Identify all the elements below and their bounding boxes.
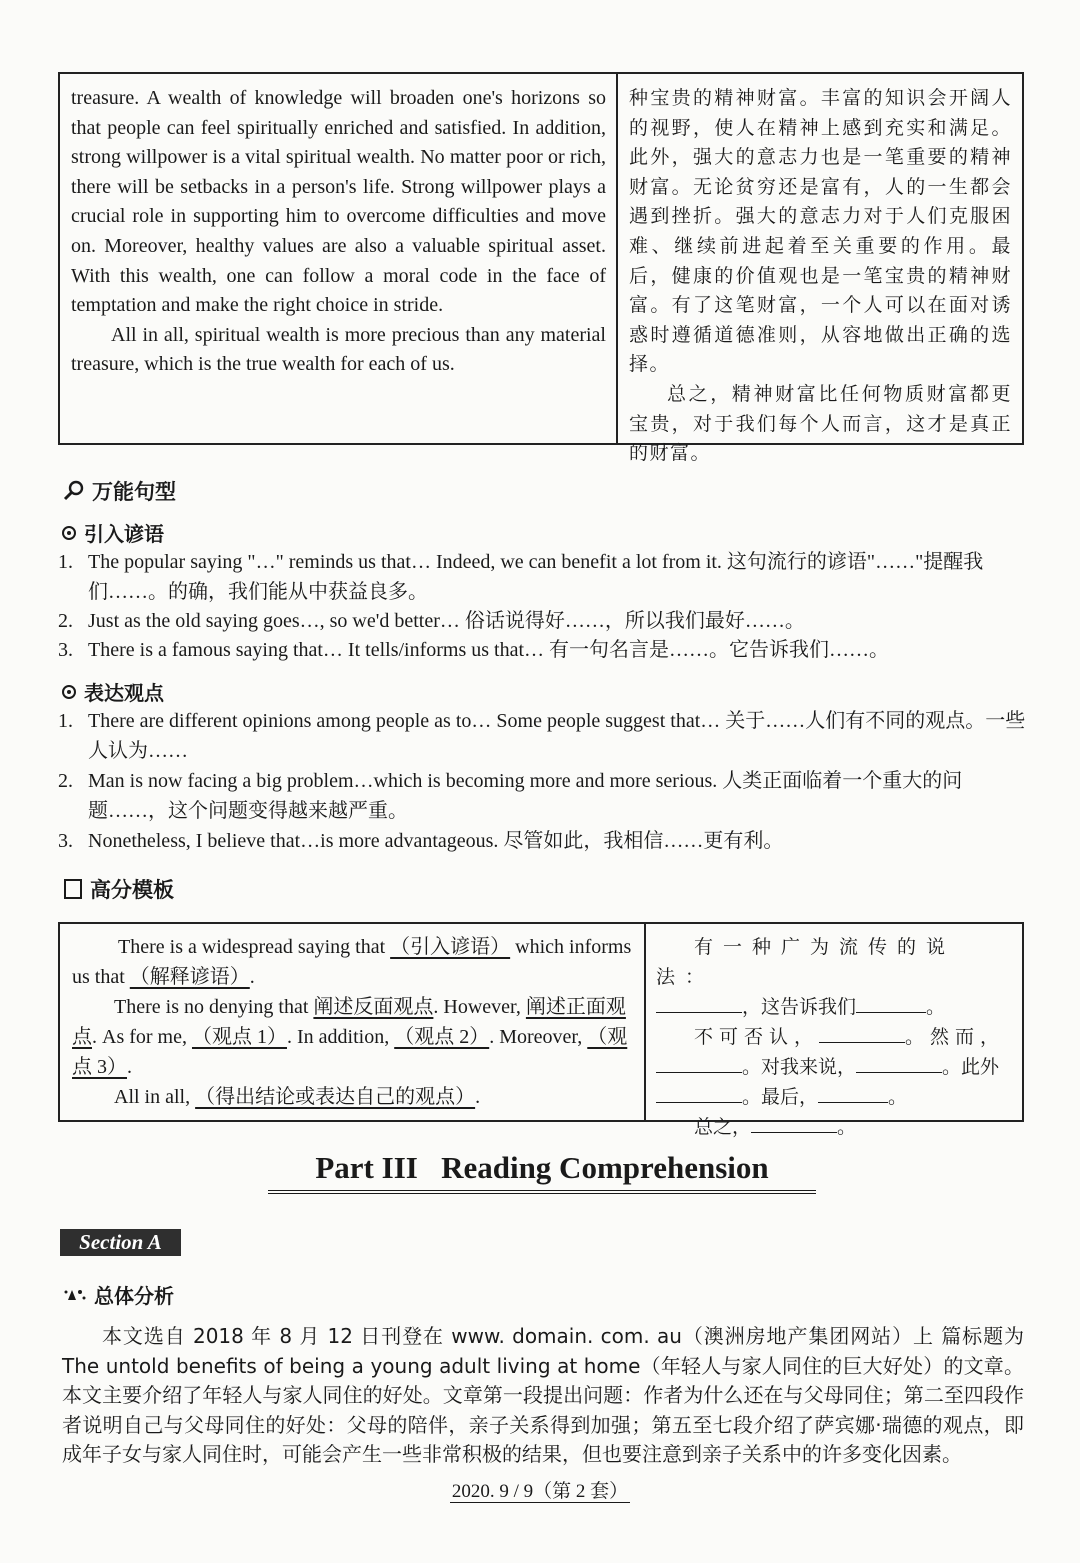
template-english-column: There is a widespread saying that （引入谚语） which informs us that （解释谚语）. There is no denying that 阐述反面观点. However, 阐述正面观点. As for me, （观点 1）. In addition, （观点 2）. Moreover, （观点 3）. All in all, （得出结论或表达自己的观点）.	[60, 924, 646, 1120]
express-view-item-1: There are different opinions among people as to… Some people suggest that… 关于……人们有不同的观点。一些人认为……	[88, 710, 1026, 762]
section-badge: Section A	[60, 1229, 181, 1256]
view-1-blank: （观点 1）	[191, 1026, 287, 1048]
list-item: 1. The popular saying "…" reminds us that… Indeed, we can benefit a lot from it. 这句流行的谚语"……"提醒我们……。的确，我们能从中获益良多。	[58, 547, 1028, 607]
overview-heading	[62, 1280, 174, 1309]
essay-chinese-column	[618, 74, 1022, 465]
list-item: 1. There are different opinions among people as to… Some people suggest that… 关于……人们有不同的观点。一些人认为……	[58, 706, 1028, 766]
essay-english-paragraph-2: All in all, spiritual wealth is more precious than any material treasure, which is the true wealth for each of us.	[71, 323, 606, 376]
negative-view-blank: 阐述反面观点	[313, 996, 434, 1018]
list-item: 3. There is a famous saying that… It tells/informs us that… 有一句名言是……。它告诉我们……。	[58, 635, 1028, 665]
essay-chinese-paragraph-1: 种宝贵的精神财富。丰富的知识会开阔人的视野，使人在精神上感到充实和满足。此外，强大的意志力也是一笔重要的精神财富。无论贫穷还是富有，人的一生都会遇到挫折。强大的意志力对于人们克服困难、继续前进起着至关重要的作用。最后，健康的价值观也是一笔宝贵的精神财富。有了这笔财富，一个人可以在面对诱惑时遵循道德准则，从容地做出正确的选择。	[629, 87, 1012, 376]
template-heading	[62, 874, 174, 904]
express-view-title: 表达观点	[84, 681, 164, 705]
list-item: 3. Nonetheless, I believe that…is more advantageous. 尽管如此，我相信……更有利。	[58, 826, 1028, 856]
overview-paragraph: 本文选自 2018 年 8 月 12 日刊登在 www. domain. com. au（澳洲房地产集团网站）上 篇标题为 The untold benefits of being a young adult living at home（年轻人与家人同住的巨大好处）的文章。本文主要介绍了年轻人与家人同住的好处。文章第一段提出问题：作者为什么还在与父母同住；第二至四段作者说明自己与父母同住的好处：父母的陪伴，亲子关系得到加强；第五至七段介绍了萨宾娜·瑞德的观点，即成年子女与家人同住时，可能会产生一些非常积极的结果，但也要注意到亲子关系中的许多变化因素。	[62, 1324, 1024, 1466]
express-view-heading	[62, 677, 164, 706]
target-bullet-icon	[62, 685, 76, 699]
intro-quote-heading	[62, 518, 164, 547]
sentence-patterns-title: 万能句型	[92, 480, 176, 504]
view-3-blank: （观点 3）	[72, 1026, 628, 1078]
intro-quote-item-3: There is a famous saying that… It tells/informs us that… 有一句名言是……。它告诉我们……。	[88, 639, 890, 661]
essay-english-column	[60, 74, 618, 443]
quote-blank: （引入谚语）	[390, 936, 511, 958]
footer-label: 2020. 9 / 9（第 2 套）	[451, 1481, 629, 1502]
square-icon	[62, 878, 84, 900]
essay-english-paragraph-1: treasure. A wealth of knowledge will broaden one's horizons so that people can feel spiritually enriched and satisfied. In addition, strong willpower is a vital spiritual wealth. No matter poor or rich, there will be setbacks in a person's life. Strong willpower plays a crucial role in supporting him to overcome difficulties and move on. Moreover, healthy values are also a valuable spiritual asset. With this wealth, one can follow a moral code in the face of temptation and make the right choice in stride.	[71, 87, 606, 317]
page-footer	[0, 1476, 1080, 1503]
intro-quote-item-2: Just as the old saying goes…, so we'd better… 俗话说得好……，所以我们最好……。	[88, 610, 805, 632]
list-item: 2. Just as the old saying goes…, so we'd better… 俗话说得好……，所以我们最好……。	[58, 606, 1028, 636]
explain-quote-blank: （解释谚语）	[129, 966, 250, 988]
express-view-item-3: Nonetheless, I believe that…is more advantageous. 尽管如此，我相信……更有利。	[88, 830, 784, 852]
magnifier-icon	[62, 479, 86, 503]
list-item: 2. Man is now facing a big problem…which is becoming more and more serious. 人类正面临着一个重大的问题……，这个问题变得越来越严重。	[58, 766, 1028, 826]
essay-chinese-paragraph-2: 总之，精神财富比任何物质财富都更宝贵，对于我们每个人而言，这才是真正的财富。	[629, 382, 1012, 465]
conclusion-blank: （得出结论或表达自己的观点）	[195, 1086, 476, 1108]
sparkle-icon	[62, 1284, 90, 1306]
target-bullet-icon	[62, 526, 76, 540]
overview-title: 总体分析	[94, 1284, 174, 1308]
template-chinese-column: 有一种广为流传的说法： ，这告诉我们 。 不可否认， 。然而， 。对我来说， 。此外 。最后， 。 总之， 。	[656, 936, 1006, 1138]
intro-quote-title: 引入谚语	[84, 522, 164, 546]
express-view-item-2: Man is now facing a big problem…which is becoming more and more serious. 人类正面临着一个重大的问题……，这个问题变得越来越严重。	[88, 770, 963, 822]
template-box	[58, 922, 1024, 1138]
essay-box	[58, 72, 1024, 465]
part-title: Part III Reading Comprehension	[268, 1150, 816, 1194]
view-2-blank: （观点 2）	[394, 1026, 490, 1048]
sentence-patterns-heading	[62, 476, 176, 506]
template-title: 高分模板	[90, 878, 174, 902]
intro-quote-item-1: The popular saying "…" reminds us that… Indeed, we can benefit a lot from it. 这句流行的谚语"……"提醒我们……。的确，我们能从中获益良多。	[88, 551, 984, 603]
positive-view-blank: 阐述正面观点	[72, 996, 626, 1048]
